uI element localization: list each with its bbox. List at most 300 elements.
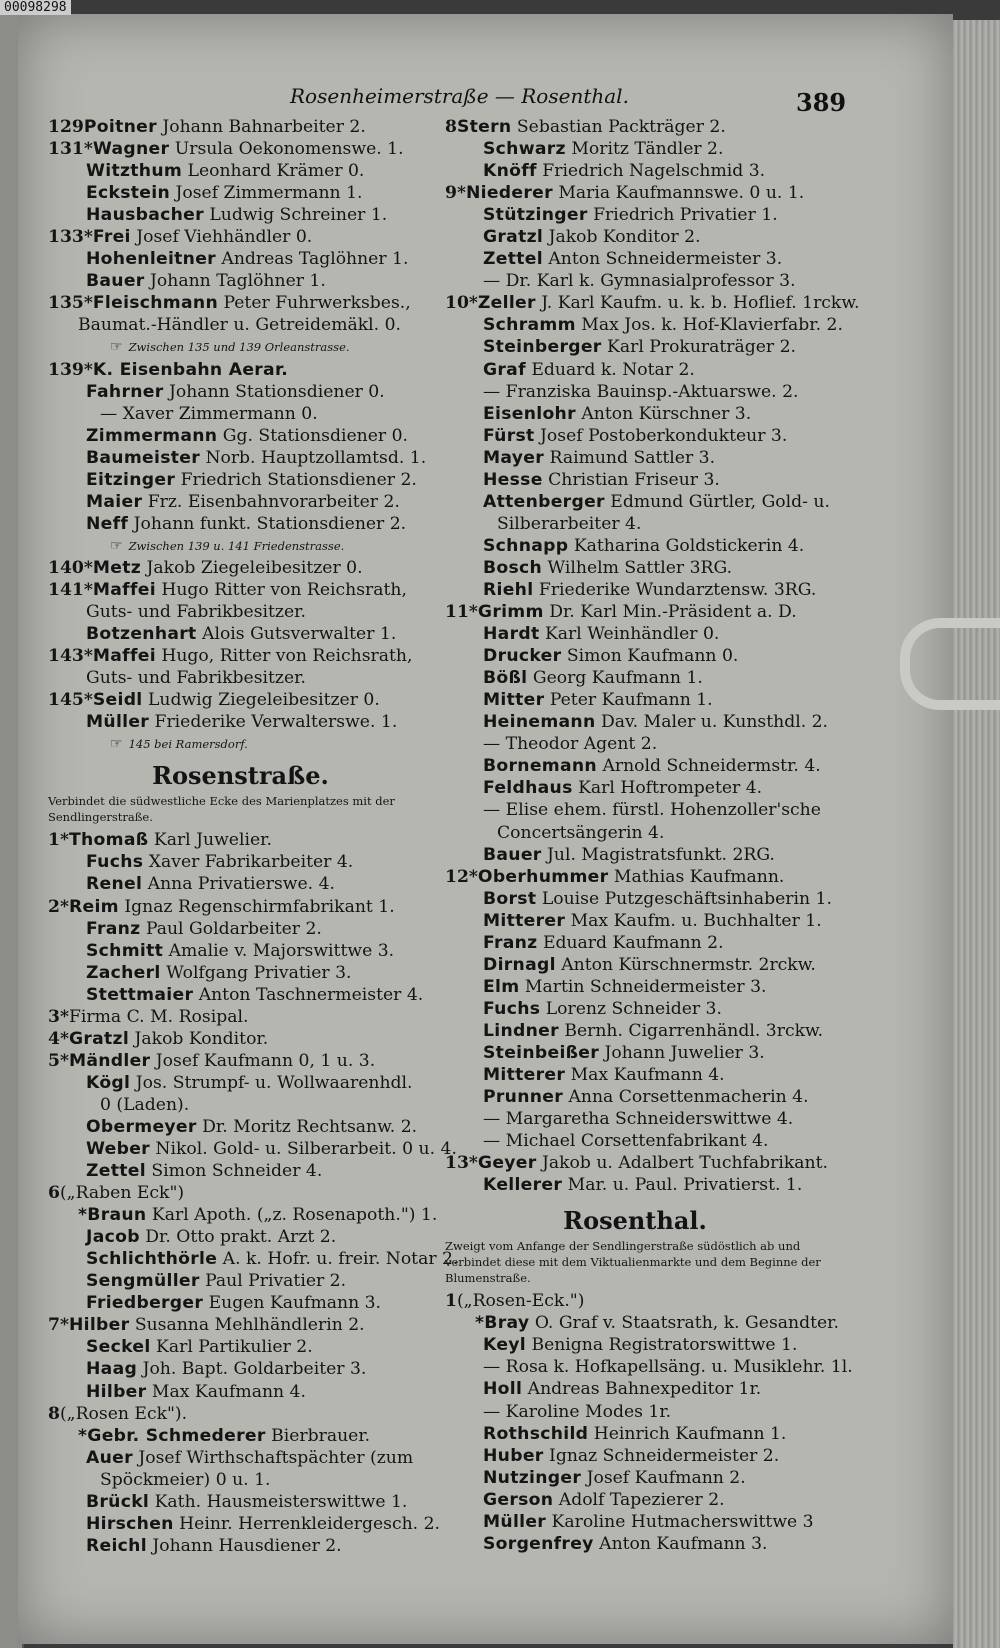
directory-entry <box>445 425 825 447</box>
resident-details: Katharina Goldstickerin 4. <box>573 535 805 556</box>
resident-surname: Hardt <box>483 624 540 645</box>
resident-details: Johann Taglöhner 1. <box>150 271 326 292</box>
directory-entry <box>445 535 825 557</box>
directory-entry <box>48 314 433 336</box>
directory-entry <box>48 204 433 226</box>
directory-entry <box>48 425 433 447</box>
resident-surname: Fuchs <box>483 998 541 1019</box>
resident-details: Simon Kaufmann 0. <box>566 646 739 667</box>
resident-details: Josef Wirthschaftspächter (zum <box>138 1447 414 1468</box>
resident-details: Maria Kaufmannswe. 0 u. 1. <box>558 183 805 204</box>
resident-surname: Eisenlohr <box>483 403 576 424</box>
section-title-rosenthal: Rosenthal. <box>563 1206 707 1236</box>
directory-entry <box>48 579 433 601</box>
resident-details: Christian Friseur 3. <box>548 469 720 490</box>
resident-surname: Niederer <box>465 183 553 204</box>
directory-entry <box>48 1358 433 1380</box>
directory-entry <box>48 1248 459 1270</box>
resident-surname: Hesse <box>483 469 543 490</box>
directory-entry <box>48 160 433 182</box>
pointing-hand-icon: ☞ <box>110 736 123 753</box>
resident-surname: Feldhaus <box>483 778 573 799</box>
resident-surname: Reichl <box>86 1535 147 1556</box>
resident-details: Jul. Magistratsfunkt. 2RG. <box>547 844 775 865</box>
resident-details: Jakob Konditor 2. <box>548 227 701 248</box>
resident-surname: Müller <box>86 712 150 733</box>
resident-details: Joh. Bapt. Goldarbeiter 3. <box>142 1359 367 1380</box>
resident-surname: Seckel <box>86 1337 151 1358</box>
resident-surname: Gerson <box>483 1489 554 1510</box>
resident-details: Ignaz Regenschirmfabrikant 1. <box>124 896 395 917</box>
resident-details: Ignaz Schneidermeister 2. <box>549 1445 780 1466</box>
page-number: 389 <box>796 88 847 117</box>
resident-details: Anton Kürschner 3. <box>581 403 752 424</box>
resident-surname: Fürst <box>483 425 535 446</box>
resident-details: Johann Hausdiener 2. <box>152 1535 342 1556</box>
resident-details: Peter Fuhrwerksbes., <box>223 293 411 314</box>
left-column-entries <box>48 116 433 755</box>
resident-details: Leonhard Krämer 0. <box>187 161 365 182</box>
directory-entry <box>445 755 825 777</box>
directory-entry <box>48 1138 457 1160</box>
resident-details: Dr. Karl Min.-Präsident a. D. <box>549 602 797 623</box>
resident-surname: Keyl <box>483 1335 526 1356</box>
resident-surname: Sengmüller <box>86 1271 200 1292</box>
house-number: 133* <box>48 227 93 248</box>
resident-surname: Friedberger <box>86 1293 204 1314</box>
resident-surname: Gratzl <box>483 227 544 248</box>
directory-entry <box>48 1028 433 1050</box>
resident-details: Max Kaufmann 4. <box>151 1381 306 1402</box>
resident-details: Karl Weinhändler 0. <box>544 624 720 645</box>
resident-details: Paul Goldarbeiter 2. <box>145 918 322 939</box>
resident-surname: Nutzinger <box>483 1467 582 1488</box>
directory-entry <box>445 447 825 469</box>
left-column-entries-2 <box>48 829 459 1557</box>
directory-entry <box>445 733 825 755</box>
directory-entry <box>48 1535 433 1557</box>
house-number: 139* <box>48 359 93 380</box>
resident-surname: Gratzl <box>68 1028 130 1049</box>
directory-entry <box>445 1511 825 1533</box>
resident-surname: Hirschen <box>86 1513 174 1534</box>
resident-details: Mathias Kaufmann. <box>613 866 785 887</box>
directory-entry <box>48 557 433 579</box>
directory-entry <box>48 1050 433 1072</box>
house-number: 129 <box>48 117 84 137</box>
resident-surname: Witzthum <box>86 161 183 182</box>
resident-details: Anna Corsettenmacherin 4. <box>568 1087 809 1108</box>
directory-entry <box>445 160 825 182</box>
resident-surname: Jacob <box>86 1227 140 1248</box>
directory-entry <box>48 1469 433 1491</box>
resident-details: Friederike Verwalterswe. 1. <box>154 712 398 733</box>
resident-surname: Schlichthörle <box>86 1249 218 1270</box>
directory-entry <box>48 1336 433 1358</box>
resident-surname: Auer <box>86 1447 133 1468</box>
directory-entry <box>445 1020 825 1042</box>
resident-surname: Hilber <box>86 1381 147 1402</box>
directory-entry <box>48 918 433 940</box>
resident-surname: Prunner <box>483 1087 564 1108</box>
directory-entry <box>445 689 825 711</box>
resident-details: Concertsängerin 4. <box>497 822 665 843</box>
resident-surname: *Braun <box>78 1205 147 1226</box>
directory-entry <box>445 1086 825 1108</box>
resident-details: Lorenz Schneider 3. <box>545 998 722 1019</box>
directory-entry <box>445 998 825 1020</box>
resident-surname: K. Eisenbahn Aerar. <box>92 359 289 380</box>
directory-entry <box>445 579 825 601</box>
resident-surname: Baumeister <box>86 447 200 468</box>
directory-entry <box>445 1533 825 1555</box>
resident-surname: Frei <box>92 227 131 248</box>
directory-entry <box>48 1381 433 1403</box>
resident-surname: Zettel <box>483 249 543 270</box>
resident-details: — Xaver Zimmermann 0. <box>100 403 318 424</box>
directory-entry <box>48 851 433 873</box>
directory-entry <box>48 1204 438 1226</box>
directory-entry <box>445 1378 825 1400</box>
resident-details: Josef Kaufmann 0, 1 u. 3. <box>155 1050 376 1071</box>
resident-details: Friederike Wundarztensw. 3RG. <box>538 579 817 600</box>
resident-details: Bernh. Cigarrenhändl. 3rckw. <box>564 1020 824 1041</box>
directory-entry <box>48 116 433 138</box>
pointing-hand-icon: ☞ <box>110 339 123 356</box>
resident-details: Louise Putzgeschäftsinhaberin 1. <box>541 888 832 909</box>
house-number: 9* <box>445 183 466 204</box>
house-number: 5* <box>48 1050 69 1071</box>
resident-surname: Rothschild <box>483 1423 589 1444</box>
resident-surname: Riehl <box>483 579 534 600</box>
resident-details: Baumat.-Händler u. Getreidemäkl. 0. <box>78 315 401 336</box>
house-number: 11* <box>445 602 478 623</box>
resident-details: Wolfgang Privatier 3. <box>166 962 352 983</box>
directory-entry <box>48 896 433 918</box>
street-note <box>48 535 433 557</box>
resident-details: Jakob Konditor. <box>134 1028 269 1049</box>
resident-details: Benigna Registratorswittwe 1. <box>531 1335 798 1356</box>
resident-surname: Lindner <box>483 1020 559 1041</box>
resident-details: Anton Taschnermeister 4. <box>198 984 424 1005</box>
resident-surname: Hausbacher <box>86 205 204 226</box>
pointing-hand-icon: ☞ <box>110 537 123 554</box>
resident-surname: Sorgenfrey <box>483 1533 594 1554</box>
directory-entry <box>445 1423 825 1445</box>
page-header-title: Rosenheimerstraße — Rosenthal. <box>290 84 629 108</box>
directory-entry <box>445 667 825 689</box>
directory-entry <box>445 1467 825 1489</box>
resident-surname: Hilber <box>68 1315 130 1336</box>
resident-surname: Maffei <box>92 646 156 667</box>
directory-entry <box>48 447 433 469</box>
resident-surname: Eitzinger <box>86 469 176 490</box>
resident-details: J. Karl Kaufm. u. k. b. Hoflief. 1rckw. <box>541 293 860 314</box>
directory-entry <box>48 667 433 689</box>
resident-details: Dr. Moritz Rechtsanw. 2. <box>202 1116 418 1137</box>
house-number: 145* <box>48 690 93 711</box>
directory-entry <box>445 226 825 248</box>
resident-surname: Wagner <box>92 139 170 160</box>
resident-surname: Attenberger <box>483 491 605 512</box>
resident-details: Josef Viehhändler 0. <box>136 227 313 248</box>
house-number: 7* <box>48 1315 69 1336</box>
resident-surname: Stützinger <box>483 205 588 226</box>
resident-details: Anton Schneidermeister 3. <box>548 249 783 270</box>
resident-details: Hugo, Ritter von Reichsrath, <box>161 646 413 667</box>
resident-details: Karoline Hutmacherswittwe 3 <box>551 1511 814 1532</box>
resident-details: Anna Privatierswe. 4. <box>147 874 335 895</box>
resident-details: Ludwig Ziegeleibesitzer 0. <box>147 690 380 711</box>
directory-entry <box>48 689 433 711</box>
directory-entry <box>48 1513 440 1535</box>
directory-entry <box>48 1072 433 1094</box>
resident-surname: Borst <box>483 888 537 909</box>
directory-entry <box>48 359 433 381</box>
resident-details: Josef Postoberkondukteur 3. <box>540 425 788 446</box>
resident-surname: Steinbeißer <box>483 1042 600 1063</box>
resident-surname: Fuchs <box>86 852 144 873</box>
resident-surname: Schmitt <box>86 940 164 961</box>
resident-surname: Elm <box>483 976 520 997</box>
directory-entry <box>445 1108 825 1130</box>
directory-entry <box>445 292 860 314</box>
house-number: 3* <box>48 1006 69 1027</box>
street-note <box>48 336 433 358</box>
directory-entry <box>48 962 433 984</box>
resident-surname: Knöff <box>483 161 537 182</box>
resident-surname: Fahrner <box>86 381 164 402</box>
resident-details: Friedrich Nagelschmid 3. <box>542 161 766 182</box>
resident-surname: Bornemann <box>483 756 597 777</box>
directory-entry <box>445 138 825 160</box>
directory-entry <box>48 226 433 248</box>
directory-entry <box>445 248 825 270</box>
directory-entry <box>48 1226 433 1248</box>
directory-entry <box>445 1130 825 1152</box>
resident-details: Karl Partikulier 2. <box>156 1337 313 1358</box>
resident-details: — Rosa k. Hofkapellsäng. u. Musiklehr. 1l. <box>483 1357 853 1378</box>
house-number: 143* <box>48 646 93 667</box>
resident-details: Friedrich Stationsdiener 2. <box>180 469 417 490</box>
resident-details: Max Jos. k. Hof-Klavierfabr. 2. <box>581 315 843 336</box>
scan-id: 00098298 <box>0 0 71 15</box>
resident-details: Max Kaufmann 4. <box>570 1065 725 1086</box>
directory-entry <box>445 1401 825 1423</box>
resident-details: Georg Kaufmann 1. <box>532 668 703 689</box>
resident-surname: Stettmaier <box>86 984 194 1005</box>
house-number: 13* <box>445 1153 478 1174</box>
directory-entry <box>445 1445 825 1467</box>
resident-details: Peter Kaufmann 1. <box>549 690 713 711</box>
resident-details: Eduard Kaufmann 2. <box>542 932 724 953</box>
resident-details: Jakob u. Adalbert Tuchfabrikant. <box>542 1153 828 1174</box>
resident-details: Arnold Schneidermstr. 4. <box>602 756 821 777</box>
directory-entry <box>445 557 825 579</box>
resident-surname: Renel <box>86 874 143 895</box>
directory-entry <box>445 1042 825 1064</box>
resident-surname: Obermeyer <box>86 1116 197 1137</box>
directory-entry <box>445 336 825 358</box>
resident-details: Edmund Gürtler, Gold- u. <box>610 491 830 512</box>
resident-surname: Mitterer <box>483 1065 566 1086</box>
resident-surname: Hohenleitner <box>86 249 216 270</box>
resident-details: Silberarbeiter 4. <box>497 513 642 534</box>
note-text: Zwischen 135 und 139 Orleanstrasse. <box>128 340 350 355</box>
resident-surname: Huber <box>483 1445 544 1466</box>
resident-details: Anton Kaufmann 3. <box>599 1533 768 1554</box>
resident-surname: Schramm <box>483 315 576 336</box>
directory-entry <box>48 1094 433 1116</box>
resident-details: Xaver Fabrikarbeiter 4. <box>148 852 354 873</box>
resident-details: — Dr. Karl k. Gymnasialprofessor 3. <box>483 271 796 292</box>
index-tab <box>900 618 1000 710</box>
resident-surname: Schwarz <box>483 139 566 160</box>
directory-entry <box>445 777 825 799</box>
resident-surname: Botzenhart <box>86 624 197 645</box>
resident-details: O. Graf v. Staatsrath, k. Gesandter. <box>534 1313 839 1334</box>
resident-surname: Franz <box>483 932 538 953</box>
directory-entry <box>48 138 433 160</box>
directory-entry <box>445 954 825 976</box>
resident-surname: Zacherl <box>86 962 161 983</box>
resident-surname: Mändler <box>68 1050 151 1071</box>
right-column-entries <box>445 116 860 1196</box>
resident-details: Guts- und Fabrikbesitzer. <box>86 668 306 689</box>
directory-entry <box>48 270 433 292</box>
resident-details: Raimund Sattler 3. <box>549 447 716 468</box>
directory-entry <box>445 866 825 888</box>
directory-entry <box>48 1491 433 1513</box>
resident-surname: Holl <box>483 1379 523 1400</box>
directory-entry <box>48 984 433 1006</box>
resident-details: Ursula Oekonomenswe. 1. <box>174 139 404 160</box>
resident-surname: Drucker <box>483 646 562 667</box>
resident-details: („Rosen Eck"). <box>59 1403 188 1424</box>
directory-entry <box>445 932 825 954</box>
directory-entry <box>445 314 843 336</box>
resident-details: Moritz Tändler 2. <box>571 139 724 160</box>
resident-details: Spöckmeier) 0 u. 1. <box>100 1469 271 1490</box>
directory-entry <box>48 623 433 645</box>
resident-details: Andreas Taglöhner 1. <box>221 249 409 270</box>
resident-surname: Mayer <box>483 447 545 468</box>
directory-entry <box>445 204 825 226</box>
resident-surname: Geyer <box>477 1153 537 1174</box>
resident-surname: Eckstein <box>86 183 170 204</box>
resident-details: Karl Hoftrompeter 4. <box>578 778 763 799</box>
directory-entry <box>48 645 433 667</box>
directory-entry <box>48 1270 433 1292</box>
directory-entry <box>48 491 433 513</box>
directory-entry <box>445 1290 825 1312</box>
directory-entry <box>48 513 433 535</box>
resident-details: Frz. Eisenbahnvorarbeiter 2. <box>147 491 400 512</box>
directory-entry <box>445 1174 825 1196</box>
resident-surname: Stern <box>456 117 512 137</box>
directory-entry <box>445 491 830 513</box>
resident-details: — Theodor Agent 2. <box>483 734 658 755</box>
resident-details: („Rosen-Eck.") <box>456 1291 585 1312</box>
resident-details: Johann Stationsdiener 0. <box>168 381 385 402</box>
resident-surname: Graf <box>483 359 526 380</box>
directory-entry <box>445 1489 825 1511</box>
directory-entry <box>445 116 825 138</box>
resident-details: Johann Juwelier 3. <box>604 1042 765 1063</box>
directory-entry <box>445 910 825 932</box>
directory-entry <box>445 976 825 998</box>
directory-entry <box>445 1064 825 1086</box>
left-column <box>48 116 459 1557</box>
directory-entry <box>48 381 433 403</box>
resident-details: Sebastian Packträger 2. <box>516 117 726 137</box>
directory-entry <box>445 381 825 403</box>
resident-details: Anton Kürschnermstr. 2rckw. <box>561 954 816 975</box>
resident-details: Max Kaufm. u. Buchhalter 1. <box>570 910 822 931</box>
section-description-rosenstrasse: Verbindet die südwestliche Ecke des Marienplatzes mit der Sendlingerstraße. <box>48 794 395 825</box>
resident-surname: Oberhummer <box>477 866 609 887</box>
resident-surname: Maier <box>86 491 143 512</box>
resident-details: Alois Gutsverwalter 1. <box>202 624 397 645</box>
resident-surname: Müller <box>483 1511 547 1532</box>
house-number: 8 <box>48 1403 60 1424</box>
resident-details: Simon Schneider 4. <box>151 1161 323 1182</box>
resident-details: Firma C. M. Rosipal. <box>68 1006 249 1027</box>
directory-entry <box>445 623 825 645</box>
house-number: 1* <box>48 830 69 851</box>
resident-details: — Michael Corsettenfabrikant 4. <box>483 1131 769 1152</box>
resident-surname: Fleischmann <box>92 293 218 314</box>
directory-entry <box>48 403 433 425</box>
directory-entry <box>48 1403 433 1425</box>
directory-entry <box>445 888 832 910</box>
directory-entry <box>48 940 433 962</box>
resident-details: 0 (Laden). <box>100 1094 190 1115</box>
directory-entry <box>48 1006 433 1028</box>
resident-details: Karl Apoth. („z. Rosenapoth.") 1. <box>151 1205 438 1226</box>
resident-details: Heinr. Herrenkleidergesch. 2. <box>179 1513 440 1534</box>
right-column-entries-2 <box>445 1290 853 1555</box>
directory-entry <box>445 182 825 204</box>
directory-entry <box>48 1182 433 1204</box>
resident-surname: *Gebr. Schmederer <box>78 1425 266 1446</box>
directory-entry <box>48 601 433 623</box>
resident-surname: Bößl <box>483 668 528 689</box>
resident-surname: Mitter <box>483 690 545 711</box>
house-number: 4* <box>48 1028 69 1049</box>
directory-entry <box>445 513 825 535</box>
directory-entry <box>445 1312 839 1334</box>
resident-surname: Kellerer <box>483 1175 563 1196</box>
resident-surname: Heinemann <box>483 712 596 733</box>
resident-details: Johann funkt. Stationsdiener 2. <box>133 513 407 534</box>
directory-entry <box>48 1314 433 1336</box>
resident-surname: Haag <box>86 1359 138 1380</box>
resident-surname: Bauer <box>483 844 542 865</box>
resident-details: Eugen Kaufmann 3. <box>208 1293 382 1314</box>
right-column <box>445 116 860 1555</box>
resident-details: Wilhelm Sattler 3RG. <box>547 557 733 578</box>
directory-entry <box>445 844 825 866</box>
resident-surname: Zimmermann <box>86 425 218 446</box>
resident-details: Adolf Tapezierer 2. <box>558 1489 725 1510</box>
resident-surname: Neff <box>86 513 129 534</box>
resident-details: Eduard k. Notar 2. <box>531 359 695 380</box>
resident-surname: Steinberger <box>483 337 602 358</box>
resident-details: Amalie v. Majorswittwe 3. <box>168 940 395 961</box>
resident-details: Jos. Strumpf- u. Wollwaarenhdl. <box>135 1072 413 1093</box>
directory-entry <box>445 1356 853 1378</box>
